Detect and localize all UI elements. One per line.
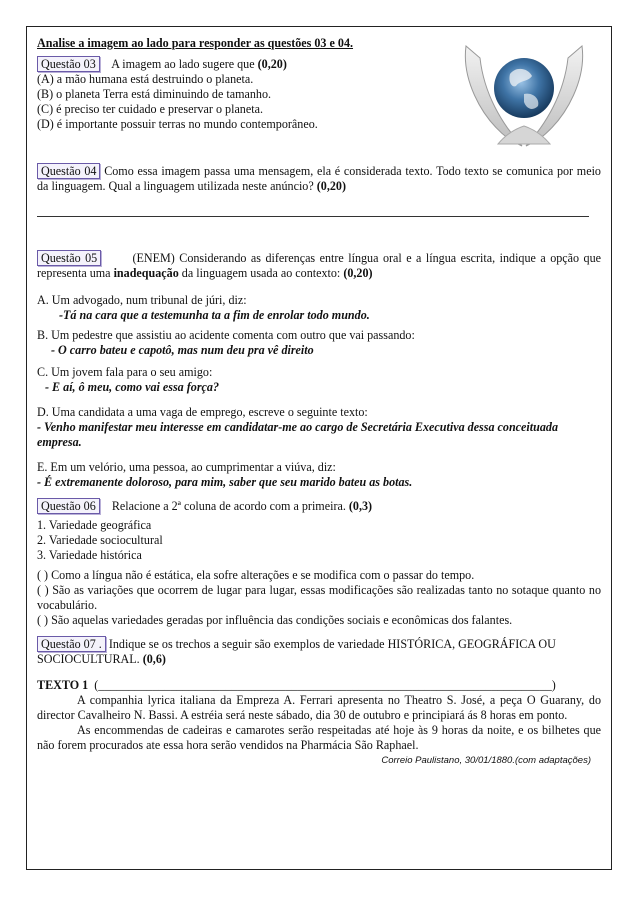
option-a-quote: -Tá na cara que a testemunha ta a fim de enrolar todo mundo. bbox=[59, 308, 370, 322]
texto-1-paragraph-1: A companhia lyrica italiana da Empreza A. Ferrari apresenta no Theatro S. José, a peça O Guarany, do director Cavalheiro N. Bassi. A estréia será neste sábado, dia 30 de outubro e principiará ás 8 horas em ponto. bbox=[37, 693, 601, 722]
worksheet bbox=[37, 36, 601, 768]
option-e-quote: - É extremanente doloroso, para mim, saber que seu marido bateu as botas. bbox=[37, 475, 413, 489]
question-5-text-b: da linguagem usada ao contexto: bbox=[181, 266, 341, 280]
match-item-2: ( ) São as variações que ocorrem de lugar para lugar, essas modificações são realizadas tanto no sotaque quanto no vocabulário. bbox=[37, 583, 601, 612]
option-a-intro: A. Um advogado, num tribunal de júri, diz: bbox=[37, 293, 247, 307]
question-5-points: (0,20) bbox=[343, 266, 373, 280]
question-6-points: (0,3) bbox=[348, 499, 373, 513]
question-7-prompt: Indique se os trechos a seguir são exemplos de variedade HISTÓRICA, GEOGRÁFICA OU SOCIOCULTURAL. bbox=[37, 637, 556, 666]
question-3-points: (0,20) bbox=[257, 57, 287, 71]
question-6 bbox=[37, 499, 601, 514]
question-6-prompt: Relacione a 2ª coluna de acordo com a primeira. bbox=[111, 499, 346, 513]
question-3-option-a: (A) a mão humana está destruindo o planeta. bbox=[37, 72, 254, 86]
match-item-3: ( ) São aquelas variedades geradas por influência das condições sociais e econômicas dos falantes. bbox=[37, 613, 513, 627]
text-source: Correio Paulistano, 30/01/1880.(com adaptações) bbox=[381, 755, 591, 766]
question-4-tag: Questão 04 bbox=[37, 163, 100, 179]
question-3 bbox=[37, 57, 447, 132]
option-b-quote: - O carro bateu e capotô, mas num deu pra vê direito bbox=[51, 343, 314, 357]
question-7 bbox=[37, 637, 601, 667]
question-5-highlight: inadequação bbox=[113, 266, 179, 280]
question-5 bbox=[37, 251, 601, 281]
question-4 bbox=[37, 164, 601, 194]
variety-3: 3. Variedade histórica bbox=[37, 548, 142, 562]
instruction: Analise a imagem ao lado para responder as questões 03 e 04. bbox=[37, 36, 354, 50]
texto-1-paragraph-2: As encommendas de cadeiras e camarotes serão respeitadas até hoje às 9 horas da noite, e os bilhetes que não forem procurados ate essa hora serão vendidos na Pharmácia São Raphael. bbox=[37, 723, 601, 752]
option-c-quote: - E aí, ô meu, como vai essa força? bbox=[45, 380, 219, 394]
question-4-text: Como essa imagem passa uma mensagem, ela é considerada texto. Todo texto se comunica por meio da linguagem. Qual a linguagem utilizada neste anúncio? bbox=[37, 164, 601, 193]
variety-1: 1. Variedade geográfica bbox=[37, 518, 152, 532]
option-d-intro: D. Uma candidata a uma vaga de emprego, escreve o seguinte texto: bbox=[37, 405, 368, 419]
texto-1-header bbox=[37, 678, 601, 693]
question-3-prompt: A imagem ao lado sugere que bbox=[111, 57, 255, 71]
option-d-quote: - Venho manifestar meu interesse em candidatar-me ao cargo de Secretária Executiva dessa conceituada empresa. bbox=[37, 420, 559, 449]
question-3-tag: Questão 03 bbox=[37, 56, 100, 72]
question-3-option-d: (D) é importante possuir terras no mundo contemporâneo. bbox=[37, 117, 318, 131]
question-7-points: (0,6) bbox=[142, 652, 166, 666]
question-7-tag: Questão 07 . bbox=[37, 636, 106, 652]
question-4-points: (0,20) bbox=[316, 179, 346, 193]
question-5-tag: Questão 05 bbox=[37, 250, 101, 266]
option-b-intro: B. Um pedestre que assistiu ao acidente comenta com outro que vai passando: bbox=[37, 328, 415, 342]
texto-1-blank[interactable]: (___________________________________________________________________________) bbox=[94, 678, 556, 692]
question-3-option-c: (C) é preciso ter cuidado e preservar o planeta. bbox=[37, 102, 263, 116]
option-c-intro: C. Um jovem fala para o seu amigo: bbox=[37, 365, 213, 379]
variety-2: 2. Variedade sociocultural bbox=[37, 533, 163, 547]
question-3-option-b: (B) o planeta Terra está diminuindo de tamanho. bbox=[37, 87, 272, 101]
texto-1-label: TEXTO 1 bbox=[37, 678, 89, 692]
question-5-text-a: (ENEM) Considerando as diferenças entre língua oral e a língua escrita, indique a opção que representa uma bbox=[37, 251, 602, 280]
option-e-intro: E. Em um velório, uma pessoa, ao cumprimentar a viúva, diz: bbox=[37, 460, 336, 474]
match-item-1: ( ) Como a língua não é estática, ela sofre alterações e se modifica com o passar do tempo. bbox=[37, 568, 475, 582]
question-6-tag: Questão 06 bbox=[37, 498, 100, 514]
